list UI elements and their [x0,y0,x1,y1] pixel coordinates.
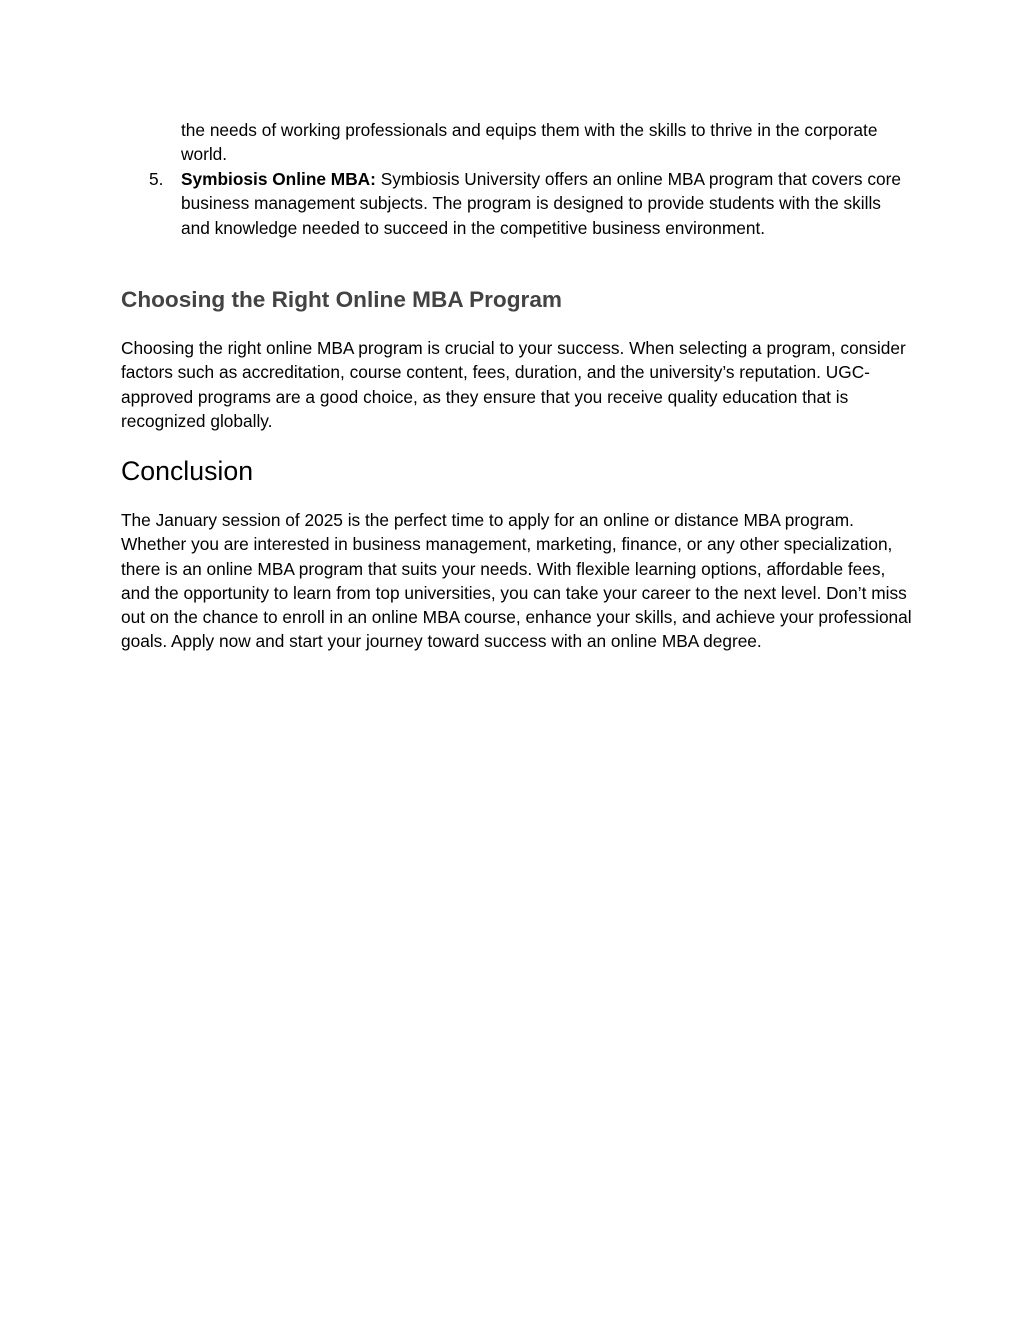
list-item-text: Symbiosis University offers an online MBA program that covers core business management subjects. The program is designed to provide students with the skills and knowledge needed to succeed in the competitive business environment. [181,169,901,238]
list-item-symbiosis [181,167,911,240]
section-heading-conclusion: Conclusion [121,456,254,486]
list-item-title: Symbiosis Online MBA: [181,169,376,189]
list-item-number: 5. [149,169,164,189]
section-paragraph-choosing: Choosing the right online MBA program is crucial to your success. When selecting a program, consider factors such as accreditation, course content, fees, duration, and the university’s reputation. UGC-approved programs are a good choice, as they ensure that you receive quality education that is recognized globally. [121,338,906,431]
section-heading-choosing: Choosing the Right Online MBA Program [121,287,562,312]
section-paragraph-conclusion: The January session of 2025 is the perfect time to apply for an online or distance MBA program. Whether you are interested in business management, marketing, finance, or any other specialization, there is an online MBA program that suits your needs. With flexible learning options, affordable fees, and the opportunity to learn from top universities, you can take your career to the next level. Don’t miss out on the chance to enroll in an online MBA course, enhance your skills, and achieve your professional goals. Apply now and start your journey toward success with an online MBA degree. [121,510,912,652]
list-item-continuation: the needs of working professionals and equips them with the skills to thrive in the corporate world. [181,120,878,165]
